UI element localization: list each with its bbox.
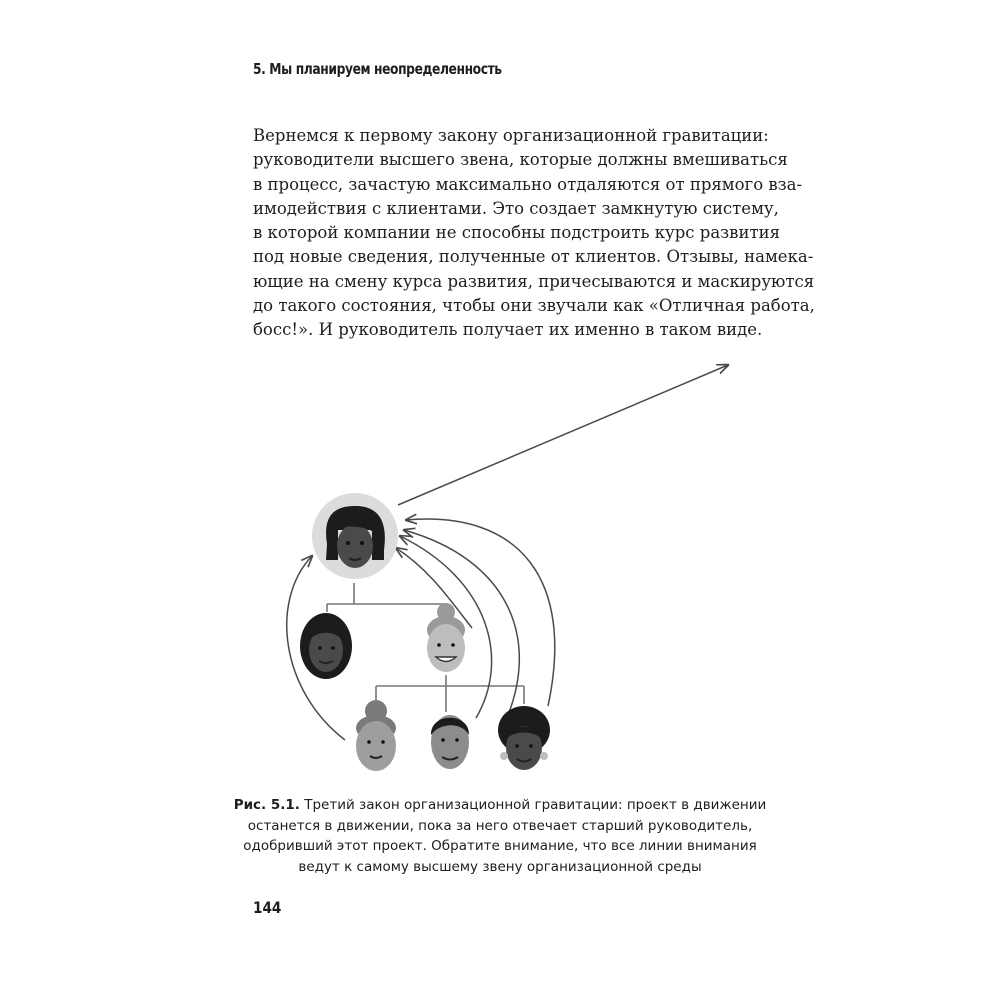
paragraph-line: босс!». И руководитель получает их именно в таком виде.: [253, 320, 763, 340]
paragraph-line: под новые сведения, полученные от клиентов. Отзывы, намека-: [253, 247, 814, 267]
caption-line: ведут к самому высшему звену организационной среды: [298, 858, 702, 875]
employee-1-face-icon: [356, 700, 396, 771]
manager-right-face-icon: [427, 603, 465, 672]
chapter-header: 5. Мы планируем неопределенность: [253, 60, 502, 78]
paragraph-line: в которой компании не способны подстроить курс развития: [253, 223, 780, 243]
paragraph-line: руководители высшего звена, которые должны вмешиваться: [253, 150, 788, 170]
page-number: 144: [253, 898, 282, 917]
employee-2-face-icon: [431, 715, 469, 769]
top-executive-face-icon: [312, 493, 398, 579]
paragraph-line: до такого состояния, чтобы они звучали как «Отличная работа,: [253, 296, 815, 316]
caption-line: останется в движении, пока за него отвечает старший руководитель,: [247, 817, 753, 834]
paragraph-line: в процесс, зачастую максимально отдаляются от прямого вза-: [253, 174, 803, 194]
org-tree-lines: [327, 583, 524, 712]
employee-3-face-icon: [498, 706, 550, 770]
caption-label: Рис. 5.1.: [233, 797, 300, 813]
paragraph-line: ющие на смену курса развития, причесываются и маскируются: [253, 271, 815, 291]
caption-line: одобривший этот проект. Обратите внимание, что все линии внимания: [243, 838, 757, 854]
figure-caption: [230, 795, 770, 877]
paragraph-line: имодействия с клиентами. Это создает замкнутую систему,: [253, 198, 779, 218]
caption-text: Третий закон организационной гравитации: проект в движении: [299, 797, 767, 813]
arrow-to-outside: [398, 365, 728, 505]
manager-left-face-icon: [300, 613, 352, 679]
paragraph-line: Вернемся к первому закону организационной гравитации:: [253, 126, 769, 145]
arrow-from-right-manager: [396, 548, 472, 628]
caption-line: [230, 795, 770, 816]
